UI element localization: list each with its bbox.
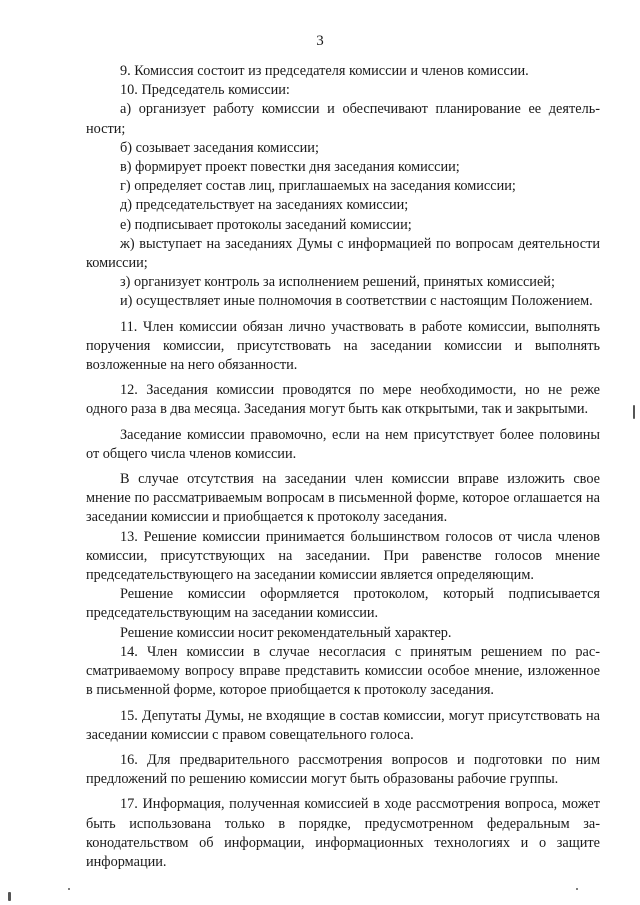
scan-speck [68, 888, 70, 890]
document-body [86, 62, 600, 872]
list-item-d: д) председательствует на заседаниях комиссии; [120, 197, 409, 214]
paragraph-11: 11. Член комиссии обязан лично участвовать в работе комиссии, выполнять поручения комиссии, присутствовать на заседании комиссии и выполнять возложенные на него обязанности. [86, 318, 600, 374]
list-item-v: в) формирует проект повестки дня заседания комиссии; [120, 159, 460, 176]
scan-speck [8, 892, 11, 901]
paragraph-9: 9. Комиссия состоит из председателя комиссии и членов комиссии. [120, 63, 529, 79]
paragraph-17: 17. Информация, полученная комиссией в ходе рассмотрения вопроса, может быть использована только в порядке, предусмотренном федеральным законодательством об информации, информационных технологиях и о защите информации. [86, 796, 600, 870]
list-item-zh: ж) выступает на заседаниях Думы с информацией по вопросам деятельности комиссии; [86, 235, 600, 272]
paragraph-advisory: Решение комиссии носит рекомендательный характер. [120, 624, 452, 641]
list-item-z: з) организует контроль за исполнением решений, принятых комиссией; [120, 274, 555, 291]
scan-speck [633, 405, 635, 419]
paragraph-absence: В случае отсутствия на заседании член комиссии вправе изложить свое мнение по рассматриваемым вопросам в письменной форме, которое оглашается на заседании комиссии и приобщается к протоколу заседания. [86, 471, 600, 526]
paragraph-12: 12. Заседания комиссии проводятся по мере необходимости, но не реже одного раза в два месяца. Заседания могут быть как открытыми, так и закрытыми. [86, 382, 600, 418]
list-item-a: а) организует работу комиссии и обеспечивают планирование ее деятельности; [86, 101, 600, 137]
page-number: 3 [316, 33, 324, 49]
list-item-b: б) созывает заседания комиссии; [120, 139, 319, 156]
list-item-e: е) подписывает протоколы заседаний комиссии; [120, 216, 412, 233]
paragraph-15: 15. Депутаты Думы, не входящие в состав комиссии, могут присутствовать на заседании комиссии с правом совещательного голоса. [86, 707, 600, 743]
paragraph-protocol: Решение комиссии оформляется протоколом, который подписывается председательствующим на заседании комиссии. [86, 586, 600, 622]
paragraph-quorum: Заседание комиссии правомочно, если на нем присутствует более половины от общего числа членов комиссии. [86, 426, 600, 462]
paragraph-14: 14. Член комиссии в случае несогласия с принятым решением по рассматриваемому вопросу вправе представить комиссии особое мнение, изложенное в письменной форме, которое приобщается к протоколу заседания. [86, 643, 600, 699]
list-item-i: и) осуществляет иные полномочия в соответствии с настоящим Положением. [120, 293, 593, 310]
paragraph-13: 13. Решение комиссии принимается большинством голосов от числа членов комиссии, присутствующих на заседании. При равенстве голосов мнение председательствующего на заседании комиссии является определяющим. [86, 528, 600, 584]
scan-speck [576, 888, 578, 890]
paragraph-10: 10. Председатель комиссии: [120, 82, 290, 99]
paragraph-16: 16. Для предварительного рассмотрения вопросов и подготовки по ним предложений по решению комиссии могут быть образованы рабочие группы. [86, 751, 600, 788]
list-item-g: г) определяет состав лиц, приглашаемых на заседания комиссии; [120, 178, 516, 195]
